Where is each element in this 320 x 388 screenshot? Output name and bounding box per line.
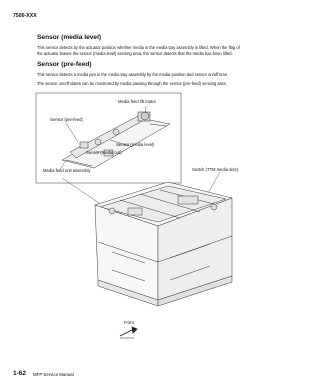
callout-switch-ttm-media-size: Switch (TTM media size): [192, 167, 239, 172]
paragraph-media-level-2: the actuator leaves the sensor (media level) sensing area, the sensor detects that the media has been lifted.: [37, 50, 233, 56]
callout-sensor-media-level: Sensor (media level): [116, 142, 155, 147]
callout-sensor-media-out: Sensor (media out): [86, 150, 122, 155]
paragraph-media-level-1: This sensor detects by the actuator position whether media in the media tray assembly is lifted. When the flag of: [37, 45, 240, 50]
front-arrow-icon: [120, 327, 137, 338]
model-number: 7500-XXX: [13, 13, 37, 19]
callout-sensor-pre-feed: Sensor (pre-feed): [50, 117, 83, 122]
heading-sensor-pre-feed: Sensor (pre-feed): [37, 61, 92, 68]
paragraph-pre-feed-2: The sensor on/off states can be monitored by media passing through the sensor (pre-feed) sensing area.: [37, 81, 227, 86]
media-tray-assembly: [95, 182, 232, 306]
callout-front: Front: [124, 320, 134, 325]
heading-sensor-media-level: Sensor (media level): [37, 34, 102, 41]
paragraph-pre-feed-1: This sensor detects a media jam in the media tray assembly by the media position and sensor on/off time.: [37, 72, 229, 77]
manual-title: MFP Service Manual: [33, 371, 74, 377]
callout-media-feed-lift-motor: Media feed lift motor: [118, 99, 156, 104]
callout-media-feed-unit-assembly: Media feed unit assembly: [43, 168, 91, 173]
page-number: 1-62: [13, 370, 27, 377]
